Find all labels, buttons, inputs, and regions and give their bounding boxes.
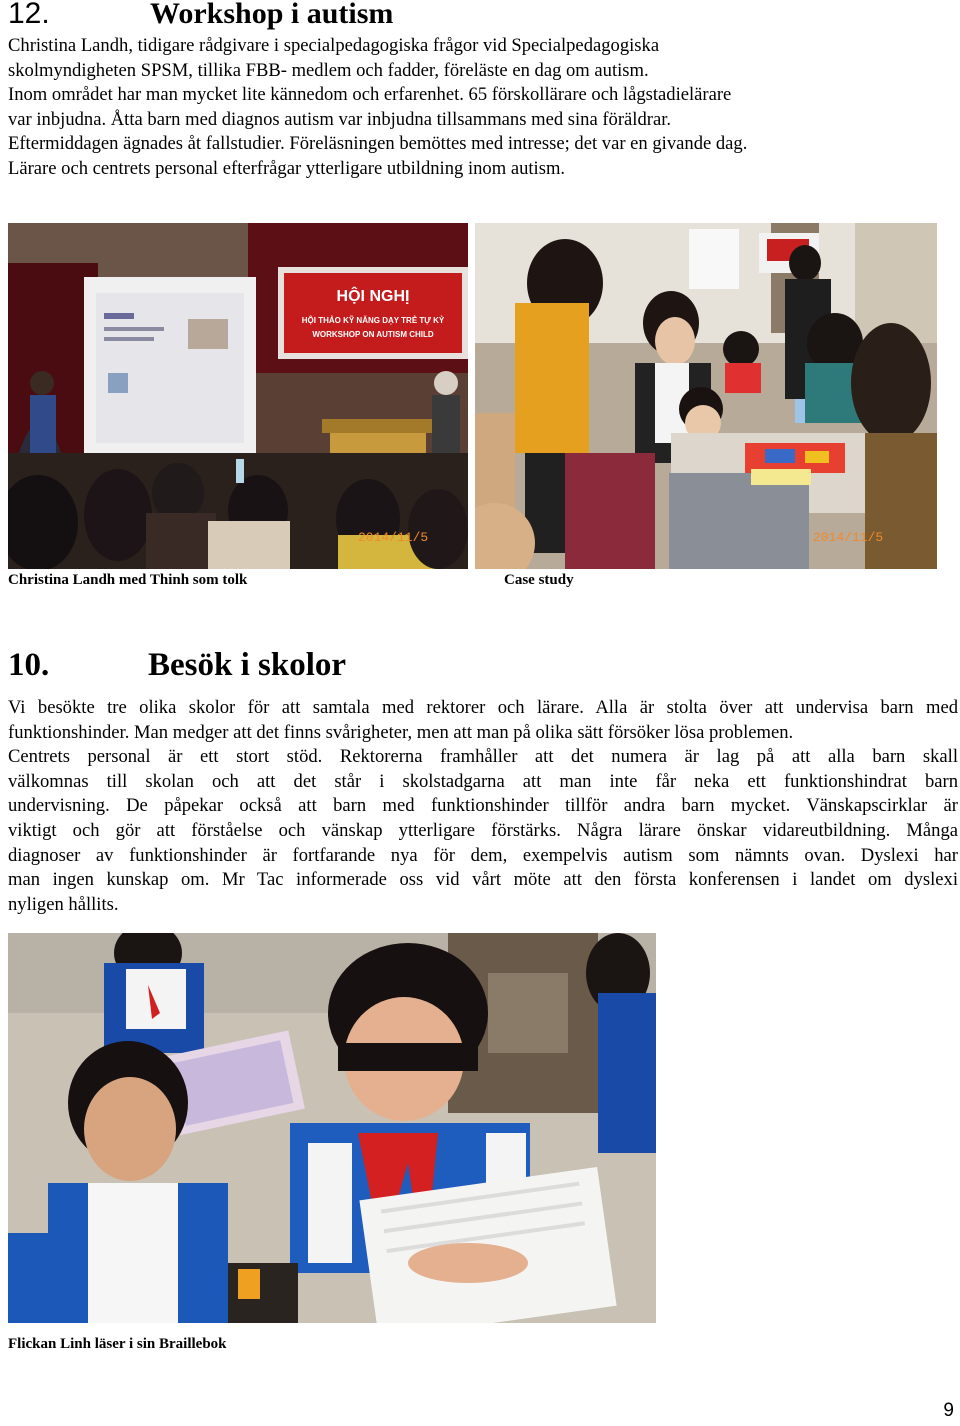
page-number: 9 (943, 1400, 954, 1421)
paragraph-line: välkomnas till skolan och att det står i skolstadgarna att man inte får neka ett funktionshindrat barn (8, 770, 958, 792)
section-10-paragraph (8, 696, 958, 917)
paragraph-line: Lärare och centrets personal efterfrågar ytterligare utbildning inom autism. (8, 157, 566, 179)
paragraph-line: Eftermiddagen ägnades åt fallstudier. Föreläsningen bemöttes med intresse; det var en givande dag. (8, 133, 748, 155)
section-12-paragraph (8, 34, 958, 182)
section-title: Workshop i autism (150, 0, 394, 30)
paragraph-line: var inbjudna. Åtta barn med diagnos autism var inbjudna tillsammans med sina föräldrar. (8, 108, 672, 130)
photo-case-study (475, 223, 937, 569)
section-title: Besök i skolor (148, 647, 347, 683)
paragraph-line: funktionshinder. Man medger att det finns svårigheter, men att man på olika sätt försöker lösa problemen. (8, 721, 794, 743)
paragraph-line: nyligen hållits. (8, 893, 119, 915)
section-number: 10. (8, 647, 50, 683)
date-stamp: 2014/11/5 (358, 530, 429, 545)
section-12-heading (8, 0, 393, 34)
photo-caption: Flickan Linh läser i sin Braillebok (8, 1336, 227, 1352)
banner-line: WORKSHOP ON AUTISM CHILD (312, 330, 434, 339)
paragraph-line: Inom området har man mycket lite kännedom och erfarenhet. 65 förskollärare och lågstadielärare (8, 84, 732, 106)
paragraph-line: skolmyndigheten SPSM, tillika FBB- medlem och fadder, föreläste en dag om autism. (8, 59, 649, 81)
photo-caption: Christina Landh med Thinh som tolk (8, 572, 248, 588)
photo-lecture (8, 223, 468, 569)
photo-caption: Case study (504, 572, 574, 588)
paragraph-line: Christina Landh, tidigare rådgivare i specialpedagogiska frågor vid Specialpedagogiska (8, 35, 660, 56)
photo-braille (8, 933, 656, 1323)
date-stamp: 2014/11/5 (813, 530, 884, 545)
paragraph-line: diagnoser av funktionshinder är fortfarande nya för dem, exempelvis autism som nämnts ovan. Dyslexi har (8, 844, 958, 866)
paragraph-line: viktigt och gör att förståelse och vänskap ytterligare förstärks. Några lärare önskar vidareutbildning. Många (8, 819, 958, 841)
banner-title: HỘI NGHỊ (336, 288, 410, 305)
banner-line: HỘI THẢO KỸ NĂNG DẠY TRẺ TỰ KỶ (301, 316, 445, 325)
paragraph-line: Vi besökte tre olika skolor för att samtala med rektorer och lärare. Alla är stolta över att undervisa barn med (8, 697, 958, 718)
paragraph-line: undervisning. De påpekar också att barn med funktionshinder tillför andra barn mycket. Vänskapscirklar är (8, 795, 958, 817)
paragraph-line: man ingen kunskap om. Mr Tac informerade oss vid vårt möte att den första konferensen i landet om dyslexi (8, 869, 958, 891)
section-number: 12. (8, 0, 50, 30)
section-10-heading (8, 644, 346, 686)
paragraph-line: Centrets personal är ett stort stöd. Rektorerna framhåller att det numera är lag på att alla barn skall (8, 746, 958, 768)
